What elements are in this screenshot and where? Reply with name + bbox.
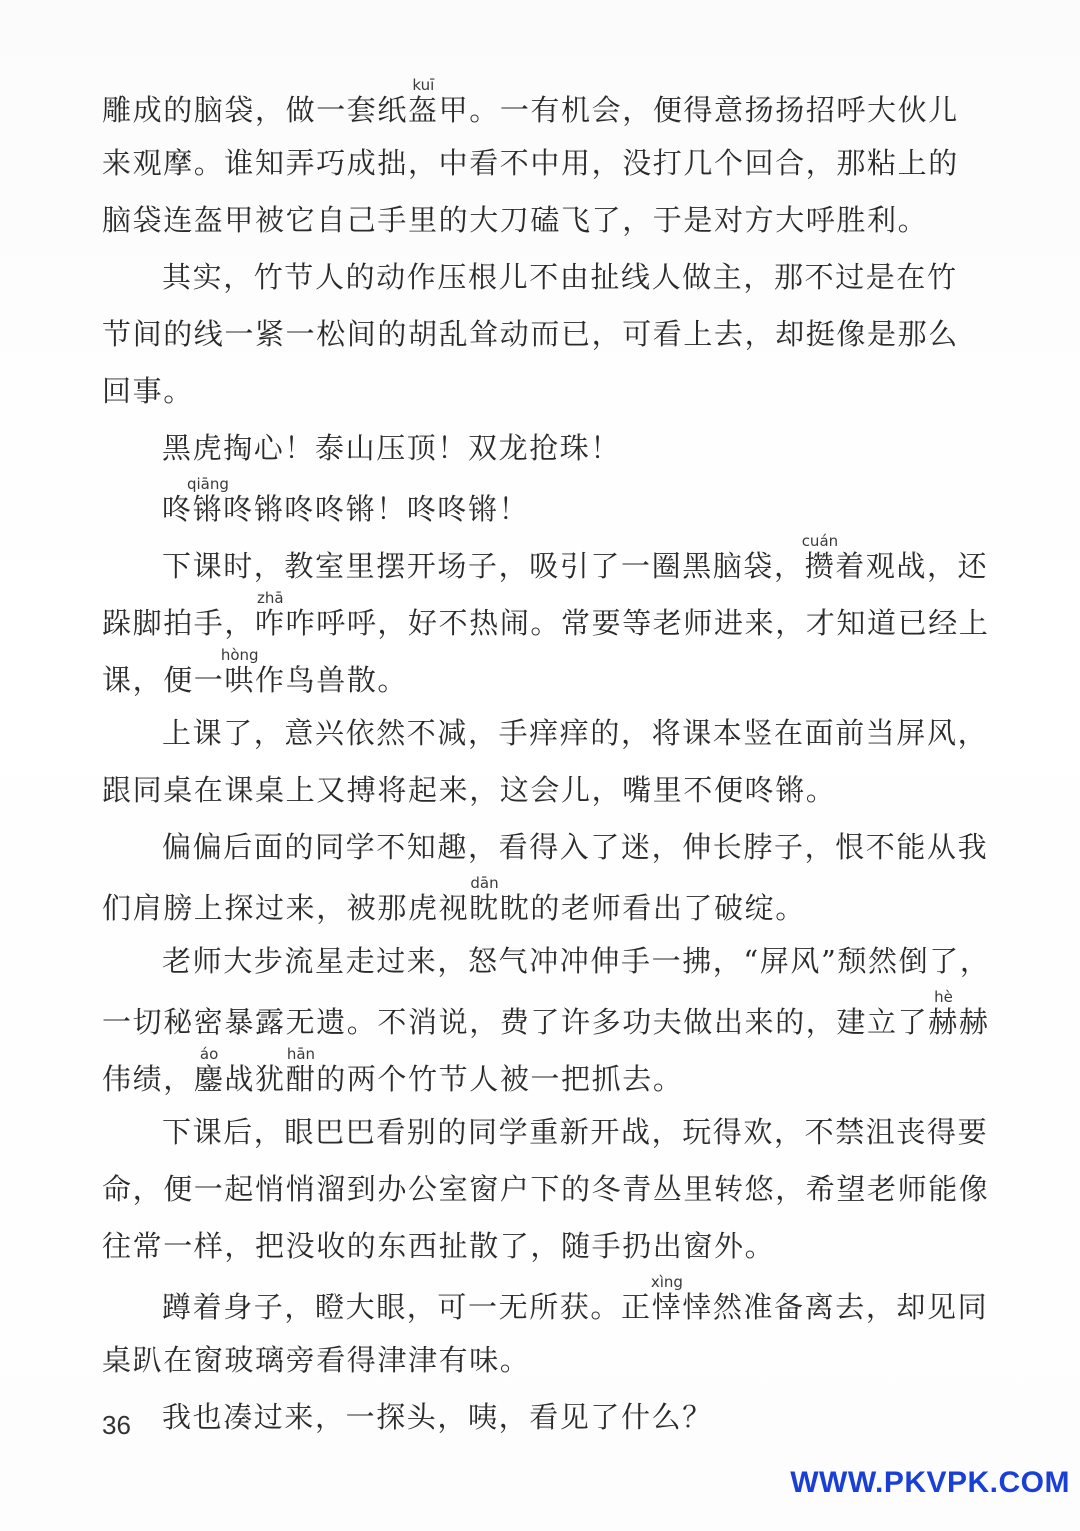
annotated-char: 悻 [650,1290,683,1324]
text-segment: 的两个竹节人被一把抓去。 [316,1062,684,1096]
text-segment: 咚锵咚咚锵！咚咚锵！ [223,492,530,526]
text-segment: 下课后，眼巴巴看别的同学重新开战，玩得欢，不禁沮丧得要 [162,1115,989,1149]
pinyin-annotated-char [220,646,259,697]
text-segment: 课，便一 [102,663,225,697]
text-line [102,1389,972,1446]
text-segment: 眈的老师看出了破绽。 [499,891,806,925]
annotated-char: 鏖 [193,1062,225,1096]
annotated-char: 盔 [408,93,439,127]
text-line [102,589,990,648]
text-segment: 命，便一起悄悄溜到办公室窗户下的冬青丛里转悠，希望老师能像 [102,1172,990,1206]
text-line [102,988,990,1047]
text-line [102,135,972,192]
text-segment: 桌趴在窗玻璃旁看得津津有味。 [102,1343,531,1377]
text-segment: 偏偏后面的同学不知趣，看得入了迷，伸长脖子，恨不能从我 [162,830,989,864]
text-segment: 黑虎掏心！泰山压顶！双龙抢珠！ [162,431,622,465]
text-segment: 回事。 [102,374,194,408]
text-line [102,819,989,876]
text-segment: 我也凑过来，一探头，咦，看见了什么？ [162,1400,713,1434]
text-line [102,477,972,534]
page-body-text [102,76,991,1446]
text-segment: 跺脚拍手， [102,606,256,640]
pinyin-annotated-char [650,1273,683,1324]
annotated-char: 攒 [801,549,839,583]
pinyin-annotation: áo [193,1045,225,1063]
text-line [102,1047,972,1104]
text-segment: 咚 [162,492,193,526]
text-segment: 甲。一有机会，便得意扬扬招呼大伙儿 [438,93,959,127]
text-segment: 脑袋连盔甲被它自己手里的大刀磕飞了，于是对方大呼胜利。 [102,203,929,237]
pinyin-annotation: xìng [650,1273,683,1291]
annotated-char: 眈 [469,891,500,925]
text-segment: 其实，竹节人的动作压根儿不由扯线人做主，那不过是在竹 [162,260,958,294]
text-segment: 伟绩， [102,1062,194,1096]
pinyin-annotation: hòng [220,646,259,664]
site-watermark: WWW.PKVPK.COM [790,1466,1070,1499]
text-line [102,363,972,420]
text-line [102,762,972,819]
text-segment: 老师大步流星走过来，怒气冲冲伸手一拂，“屏风”颓然倒了， [162,944,991,978]
annotated-char: 酣 [285,1062,317,1096]
text-line [102,876,972,933]
text-segment: 一切秘密暴露无遗。不消说，费了许多功夫做出来的，建立了 [102,1005,929,1039]
text-line [102,192,972,249]
text-line [102,532,989,591]
text-segment: 来观摩。谁知弄巧成拙，中看不中用，没打几个回合，那粘上的 [102,146,959,180]
pinyin-annotation: dān [469,874,500,892]
text-segment: 往常一样，把没收的东西扯散了，随手扔出窗外。 [102,1229,776,1263]
text-segment: 上课了，意兴依然不减，手痒痒的，将课本竖在面前当屏风， [162,716,989,750]
text-segment: 作鸟兽散。 [255,663,409,697]
annotated-char: 咋 [255,606,286,640]
annotated-char: 哄 [220,663,259,697]
pinyin-annotated-char [193,1045,225,1096]
pinyin-annotation: zhā [255,589,286,607]
text-segment: 节间的线一紧一松间的胡乱耸动而已，可看上去，却挺像是那么 [102,317,959,351]
text-line [102,1332,972,1389]
text-segment: 雕成的脑袋，做一套纸 [102,93,409,127]
text-segment: 蹲着身子，瞪大眼，可一无所获。正 [162,1290,652,1324]
text-segment: 悻然准备离去，却见同 [682,1290,989,1324]
pinyin-annotated-char [186,475,229,526]
pinyin-annotation: cuán [801,532,839,550]
text-line [102,1161,990,1218]
text-segment: 下课时，教室里摆开场子，吸引了一圈黑脑袋， [162,549,805,583]
pinyin-annotation: hè [928,988,959,1006]
pinyin-annotated-char [285,1045,317,1096]
pinyin-annotated-char [801,532,839,583]
text-line [102,78,972,135]
text-line [102,1104,989,1161]
text-line [102,933,991,990]
text-line [102,420,972,477]
text-segment: 着观战，还 [835,549,989,583]
text-line [102,249,972,306]
pinyin-annotated-char [469,874,500,925]
pinyin-annotated-char [255,589,286,640]
text-line [102,1218,972,1275]
text-segment: 跟同桌在课桌上又搏将起来，这会儿，嘴里不便咚锵。 [102,773,837,807]
text-line [102,306,972,363]
text-segment: 咋呼呼，好不热闹。常要等老师进来，才知道已经上 [285,606,990,640]
text-line [102,1273,989,1332]
text-segment: 赫 [958,1005,990,1039]
annotated-char: 锵 [186,492,229,526]
pinyin-annotated-char [408,76,439,127]
text-line [102,705,989,762]
pinyin-annotation: qiāng [186,475,229,493]
page-number: 36 [102,1410,131,1440]
pinyin-annotated-char [928,988,959,1039]
text-segment: 们肩膀上探过来，被那虎视 [102,891,470,925]
text-segment: 战犹 [224,1062,286,1096]
annotated-char: 赫 [928,1005,959,1039]
pinyin-annotation: kuī [408,76,439,94]
text-line [102,648,972,705]
pinyin-annotation: hān [285,1045,317,1063]
